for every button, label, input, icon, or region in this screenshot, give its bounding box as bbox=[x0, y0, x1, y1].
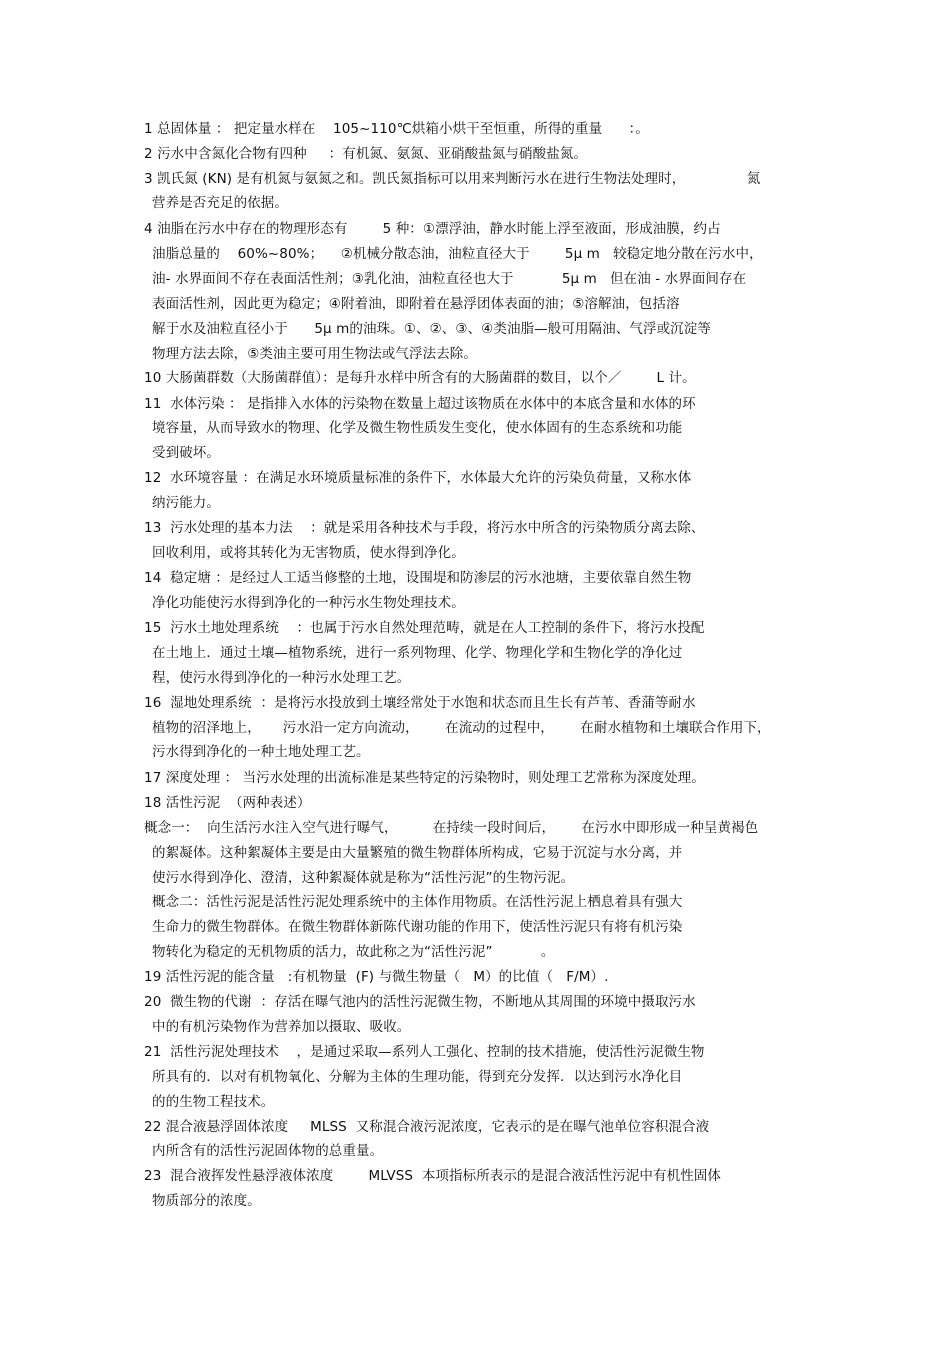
text-line: 在土地上．通过土壤—植物系统，进行一系列物理、化学、物理化学和生物化学的净化过 bbox=[152, 645, 683, 661]
text-line: 21 活性污泥处理技术 ，是通过采取—系列人工强化、控制的技术措施，使活性污泥微生物 bbox=[144, 1044, 705, 1060]
text-line: 油- 水界面间不存在表面活性剂；③乳化油，油粒直径也大于 5μ m 但在油 - 水界面间存在 bbox=[152, 271, 747, 287]
text-line: 14 稳定塘 ：是经过人工适当修整的土地，设围堤和防渗层的污水池塘，主要依靠自然生物 bbox=[144, 570, 692, 586]
text-line: 2 污水中含氮化合物有四种 ：有机氮、氨氮、亚硝酸盐氮与硝酸盐氮。 bbox=[144, 146, 588, 162]
text-line: 境容量，从而导致水的物理、化学及微生物性质发生变化，使水体固有的生态系统和功能 bbox=[152, 420, 683, 436]
text-line: 物质部分的浓度。 bbox=[152, 1193, 261, 1209]
text-line: 回收利用，或将其转化为无害物质，使水得到净化。 bbox=[152, 545, 465, 561]
text-line: 18 活性污泥 （两种表述） bbox=[144, 795, 311, 811]
text-line: 净化功能使污水得到净化的一种污水生物处理技术。 bbox=[152, 595, 465, 611]
text-line: 解于水及油粒直径小于 5μ m的油珠。①、②、③、④类油脂—般可用隔油、气浮或沉淀等 bbox=[152, 321, 711, 337]
text-line: 4 油脂在污水中存在的物理形态有 5 种：①漂浮油，静水时能上浮至液面，形成油膜，约占 bbox=[144, 221, 721, 237]
text-line: 17 深度处理 ： 当污水处理的出流标准是某些特定的污染物时，则处理工艺常称为深度处理。 bbox=[144, 770, 705, 786]
text-line: 污水得到净化的一种土地处理工艺。 bbox=[152, 744, 370, 760]
text-line: 22 混合液悬浮固体浓度 MLSS 又称混合液污泥浓度，它表示的是在曝气池单位容积混合液 bbox=[144, 1119, 710, 1135]
text-line: 物理方法去除，⑤类油主要可用生物法或气浮法去除。 bbox=[152, 346, 478, 362]
text-line: 纳污能力。 bbox=[152, 495, 220, 511]
text-line: 内所含有的活性污泥固体物的总重量。 bbox=[152, 1143, 384, 1159]
text-line: 11 水体污染 ： 是指排入水体的污染物在数量上超过该物质在水体中的本底含量和水体的环 bbox=[144, 396, 696, 412]
text-line: 所具有的．以对有机物氧化、分解为主体的生理功能，得到充分发挥．以达到污水净化目 bbox=[152, 1069, 683, 1085]
text-line: 概念二：活性污泥是活性污泥处理系统中的主体作用物质。在活性污泥上栖息着具有强大 bbox=[152, 894, 683, 910]
text-line: 20 微生物的代谢 ：存活在曝气池内的活性污泥微生物，不断地从其周围的环境中摄取污水 bbox=[144, 994, 696, 1010]
text-line: 概念一： 向生活污水注入空气进行曝气， 在持续一段时间后， 在污水中即形成一种呈黄褐色 bbox=[144, 820, 759, 836]
text-line: 13 污水处理的基本力法 ：就是采用各种技术与手段，将污水中所含的污染物质分离去除、 bbox=[144, 520, 705, 536]
text-line: 表面活性剂，因此更为稳定；④附着油，即附着在悬浮团体表面的油；⑤溶解油，包括溶 bbox=[152, 296, 680, 312]
text-line: 10 大肠菌群数（大肠菌群值）：是每升水样中所含有的大肠菌群的数目，以个／ L 计。 bbox=[144, 370, 696, 386]
text-line: 15 污水土地处理系统 ：也属于污水自然处理范畴，就是在人工控制的条件下，将污水投配 bbox=[144, 620, 705, 636]
text-line: 12 水环境容量 ：在满足水环境质量标准的条件下，水体最大允许的污染负荷量，又称水体 bbox=[144, 470, 692, 486]
text-line: 植物的沼泽地上， 污水沿一定方向流动， 在流动的过程中， 在耐水植物和土壤联合作用下， bbox=[152, 720, 771, 736]
text-line: 的的生物工程技术。 bbox=[152, 1094, 275, 1110]
text-line: 程，使污水得到净化的一种污水处理工艺。 bbox=[152, 670, 411, 686]
text-line: 受到破坏。 bbox=[152, 445, 220, 461]
text-line: 使污水得到净化、澄清，这种絮凝体就是称为“活性污泥”的生物污泥。 bbox=[152, 870, 575, 886]
text-line: 1 总固体量 ： 把定量水样在 105~110℃烘箱小烘干至恒重，所得的重量 ：。 bbox=[144, 121, 650, 137]
text-line: 物转化为稳定的无机物质的活力，故此称之为“活性污泥” 。 bbox=[152, 944, 555, 960]
text-line: 3 凯氏氮 (KN) 是有机氮与氨氮之和。凯氏氮指标可以用来判断污水在进行生物法处理时， 氮 bbox=[144, 171, 761, 187]
text-line: 的絮凝体。这种絮凝体主要是由大量繁殖的微生物群体所构成，它易于沉淀与水分离，并 bbox=[152, 845, 683, 861]
text-line: 16 湿地处理系统 ：是将污水投放到土壤经常处于水饱和状态而且生长有芦苇、香蒲等耐水 bbox=[144, 695, 696, 711]
text-line: 营养是否充足的依据。 bbox=[152, 195, 288, 211]
text-line: 23 混合液挥发性悬浮液体浓度 MLVSS 本项指标所表示的是混合液活性污泥中有机性固体 bbox=[144, 1168, 722, 1184]
text-line: 中的有机污染物作为营养加以摄取、吸收。 bbox=[152, 1019, 411, 1035]
text-line: 生命力的微生物群体。在微生物群体新陈代谢功能的作用下，使活性污泥只有将有机污染 bbox=[152, 919, 683, 935]
text-line: 油脂总量的 60%~80%； ②机械分散态油，油粒直径大于 5μ m 较稳定地分散在污水中， bbox=[152, 246, 763, 262]
text-line: 19 活性污泥的能含量 :有机物量 (F) 与微生物量（ M）的比值（ F/M）. bbox=[144, 969, 609, 985]
